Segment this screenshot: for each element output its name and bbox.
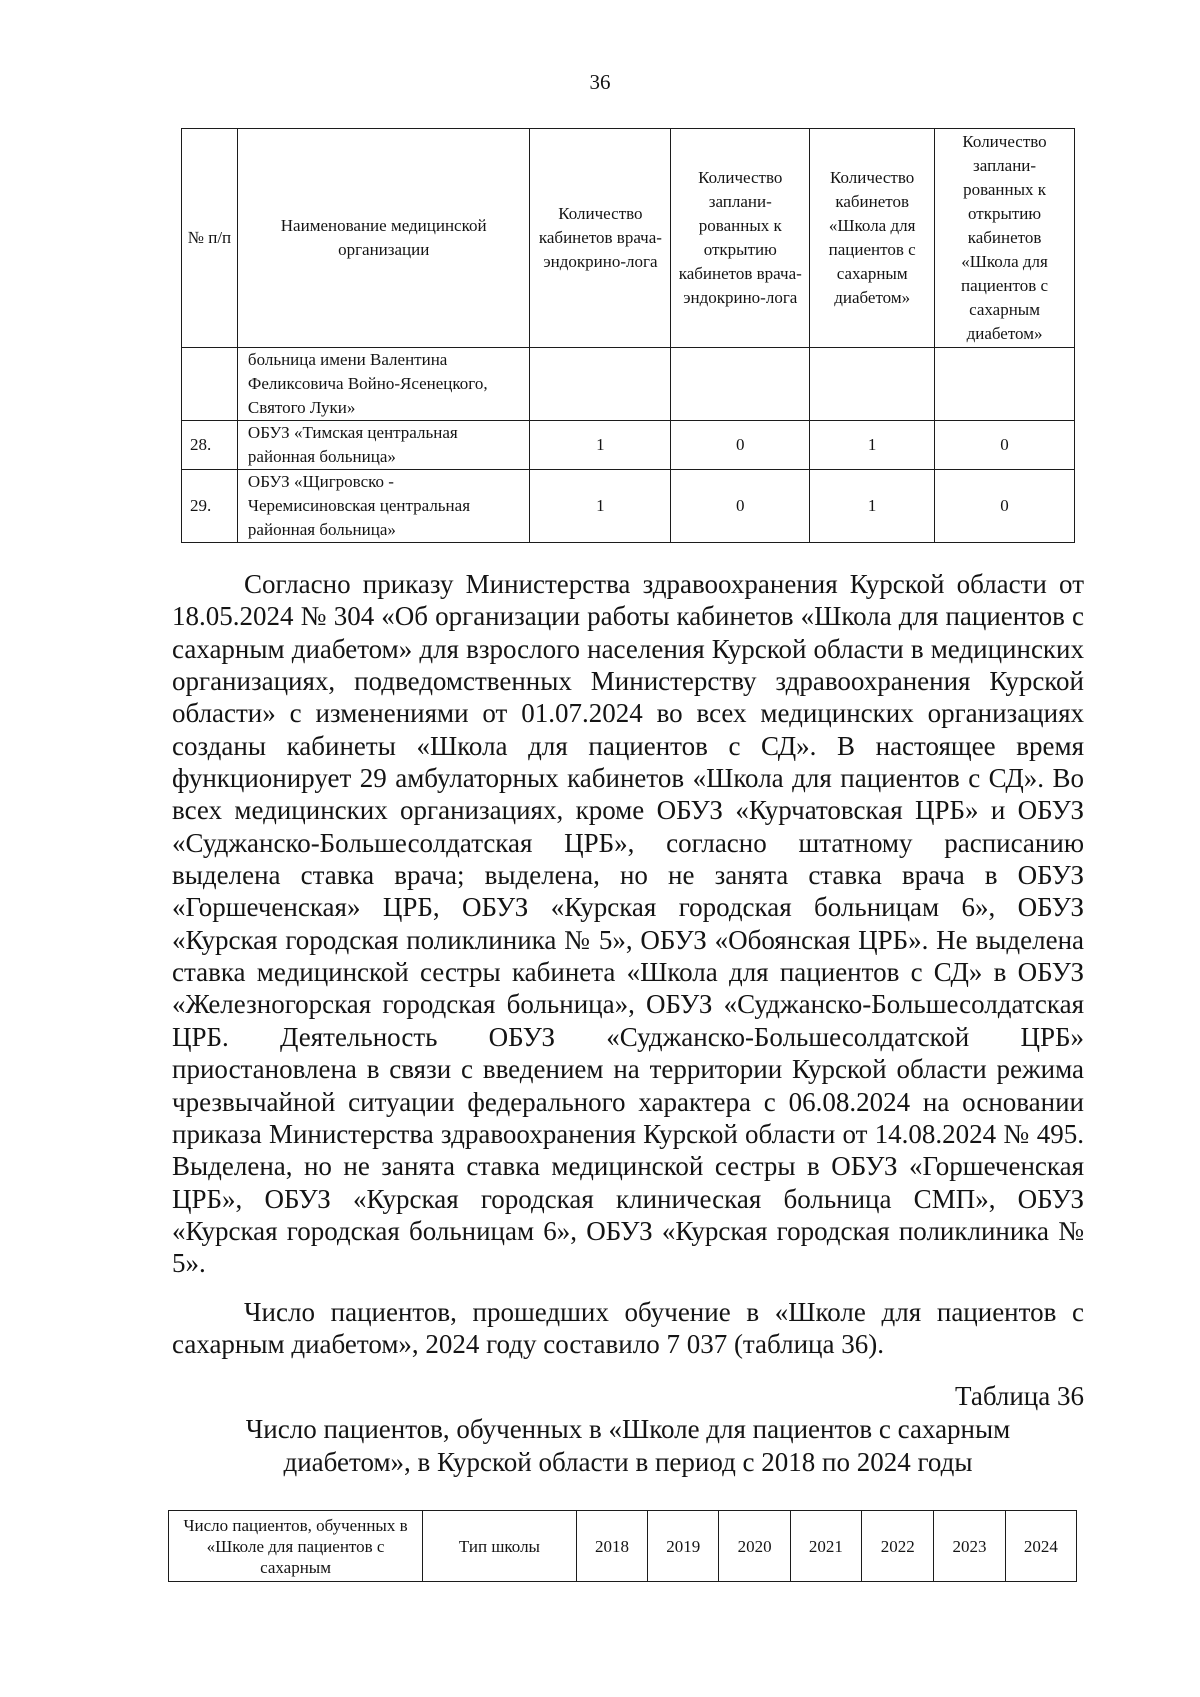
- table-row: [182, 470, 1075, 543]
- row-value: 1: [810, 470, 935, 543]
- header-year: 2019: [648, 1511, 719, 1582]
- row-value: [935, 348, 1075, 421]
- row-value: [671, 348, 810, 421]
- header-school-type: Тип школы: [423, 1511, 577, 1582]
- header-number: № п/п: [182, 129, 238, 348]
- row-value: 1: [530, 421, 671, 470]
- table-title-line: Число пациентов, обученных в «Школе для пациентов с сахарным: [245, 1414, 1011, 1444]
- table-header-row: [182, 129, 1075, 348]
- medical-organizations-table: [181, 128, 1075, 543]
- table-row: [182, 421, 1075, 470]
- row-value: [810, 348, 935, 421]
- table-header-row: [169, 1511, 1077, 1582]
- header-endocrinologist-offices: Количество кабинетов врача-эндокрино-лога: [530, 129, 671, 348]
- row-organization: ОБУЗ «Щигровско - Черемисиновская центральная районная больница»: [237, 470, 530, 543]
- header-patients-description: Число пациентов, обученных в «Школе для пациентов с сахарным: [169, 1511, 423, 1582]
- row-organization: ОБУЗ «Тимская центральная районная больница»: [237, 421, 530, 470]
- header-year: 2024: [1005, 1511, 1076, 1582]
- page-number: 36: [589, 70, 611, 94]
- row-value: 1: [810, 421, 935, 470]
- row-value: 0: [671, 421, 810, 470]
- header-year: 2021: [790, 1511, 861, 1582]
- header-diabetes-school-offices: Количество кабинетов «Школа для пациентов с сахарным диабетом»: [810, 129, 935, 348]
- header-planned-endocrinologist-offices: Количество заплани-рованных к открытию кабинетов врача-эндокрино-лога: [671, 129, 810, 348]
- patients-trained-table: [168, 1510, 1077, 1582]
- row-value: 0: [935, 421, 1075, 470]
- header-organization: Наименование медицинской организации: [237, 129, 530, 348]
- row-number: [182, 348, 238, 421]
- table-title: [172, 1413, 1084, 1479]
- row-value: 0: [671, 470, 810, 543]
- table-title-line: диабетом», в Курской области в период с 2018 по 2024 годы: [283, 1447, 973, 1477]
- header-year: 2022: [862, 1511, 934, 1582]
- header-year: 2018: [576, 1511, 647, 1582]
- row-organization: больница имени Валентина Феликсовича Войно-Ясенецкого, Святого Луки»: [237, 348, 530, 421]
- header-year: 2020: [719, 1511, 790, 1582]
- row-value: 1: [530, 470, 671, 543]
- header-year: 2023: [934, 1511, 1005, 1582]
- row-value: [530, 348, 671, 421]
- row-number: 29.: [182, 470, 238, 543]
- row-value: 0: [935, 470, 1075, 543]
- body-paragraph: Число пациентов, прошедших обучение в «Школе для пациентов с сахарным диабетом», 2024 году составило 7 037 (таблица 36).: [172, 1297, 1084, 1360]
- table-label: Таблица 36: [955, 1381, 1084, 1411]
- table-row: [182, 348, 1075, 421]
- row-number: 28.: [182, 421, 238, 470]
- header-planned-diabetes-school-offices: Количество заплани-рованных к открытию кабинетов «Школа для пациентов с сахарным диабетом»: [935, 129, 1075, 348]
- body-paragraph: Согласно приказу Министерства здравоохранения Курской области от 18.05.2024 № 304 «Об организации работы кабинетов «Школа для пациентов с сахарным диабетом» для взрослого населения Курской области в медицинских организациях, подведомственных Министерству здравоохранения Курской области» с изменениями от 01.07.2024 во всех медицинских организациях созданы кабинеты «Школа для пациентов с СД». В настоящее время функционирует 29 амбулаторных кабинетов «Школа для пациентов с СД». Во всех медицинских организациях, кроме ОБУЗ «Курчатовская ЦРБ» и ОБУЗ «Суджанско-Большесолдатская ЦРБ», согласно штатному расписанию выделена ставка врача; выделена, но не занята ставка врача в ОБУЗ «Горшеченская» ЦРБ, ОБУЗ «Курская городская больницам 6», ОБУЗ «Курская городская поликлиника № 5», ОБУЗ «Обоянская ЦРБ». Не выделена ставка медицинской сестры кабинета «Школа для пациентов с СД» в ОБУЗ «Железногорская городская больница», ОБУЗ «Суджанско-Большесолдатская ЦРБ. Деятельность ОБУЗ «Суджанско-Большесолдатской ЦРБ» приостановлена в связи с введением на территории Курской области режима чрезвычайной ситуации федерального характера с 06.08.2024 на основании приказа Министерства здравоохранения Курской области от 14.08.2024 № 495. Выделена, но не занята ставка медицинской сестры в ОБУЗ «Горшеченская ЦРБ», ОБУЗ «Курская городская клиническая больница СМП», ОБУЗ «Курская городская больницам 6», ОБУЗ «Курская городская поликлиника № 5».: [172, 569, 1084, 1279]
